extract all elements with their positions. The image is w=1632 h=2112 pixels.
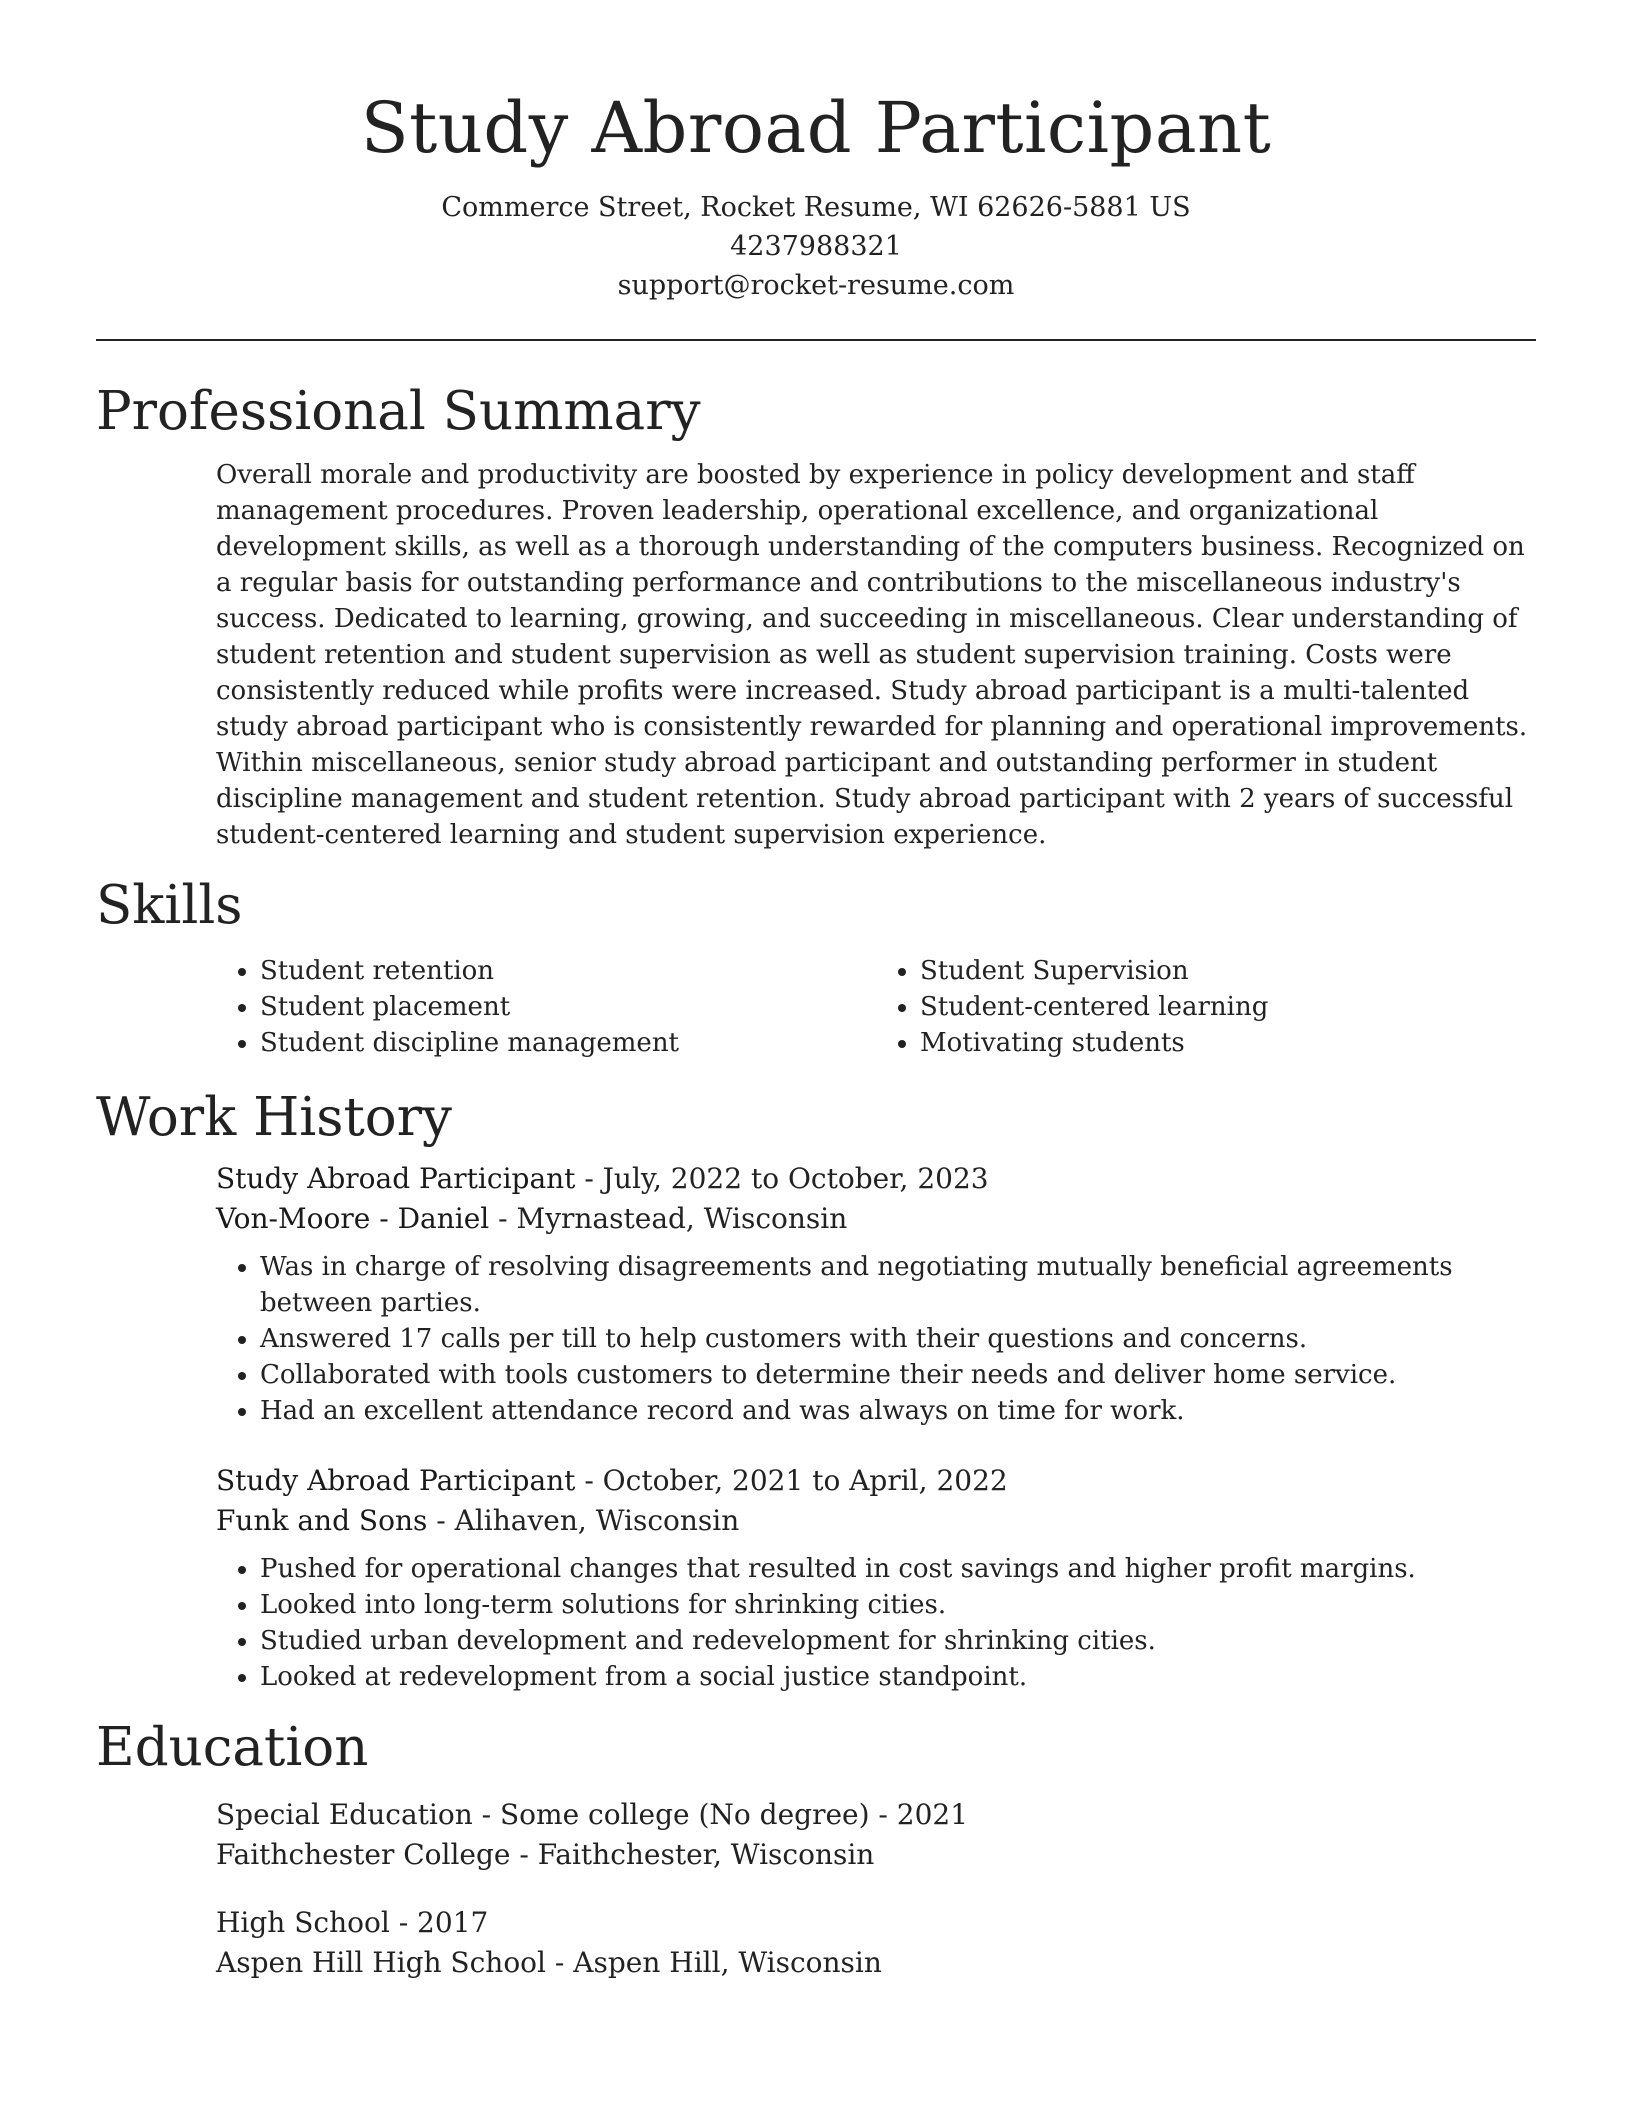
education-year: - 2017 (389, 1906, 489, 1939)
contact-address: Commerce Street, Rocket Resume, WI 62626-5881 US (441, 192, 1191, 223)
skill-item: • Student discipline management (260, 1025, 876, 1061)
job-bullet: • Studied urban development and redevelopment for shrinking cities. (260, 1623, 1550, 1659)
job-bullets (216, 1551, 1550, 1695)
education-degree-line (216, 1903, 1536, 1943)
skills-list (216, 953, 1536, 1061)
education-degree: High School (216, 1906, 390, 1939)
skills-column-left (216, 953, 876, 1061)
skill-item: • Motivating students (920, 1025, 1536, 1061)
job-company: Von-Moore - Daniel (216, 1202, 490, 1235)
resume-page (96, 0, 1536, 1983)
job-entry (216, 1159, 1536, 1429)
job-bullet: • Collaborated with tools customers to determine their needs and deliver home service. (260, 1357, 1550, 1393)
education-degree-line (216, 1795, 1536, 1835)
resume-name: Study Abroad Participant (360, 87, 1272, 169)
skill-item: • Student-centered learning (920, 989, 1536, 1025)
skills-heading: Skills (96, 875, 243, 936)
skills-column-right (876, 953, 1536, 1061)
job-company-line (216, 1199, 1536, 1239)
education-school: Aspen Hill High School (216, 1946, 546, 1979)
job-company: Funk and Sons (216, 1504, 428, 1537)
job-bullets (216, 1249, 1550, 1429)
education-year: - 2021 (869, 1798, 969, 1831)
header-divider (96, 339, 1536, 341)
education-degree: Special Education - Some college (No degree) (216, 1798, 870, 1831)
skill-item: • Student placement (260, 989, 876, 1025)
job-entry (216, 1461, 1536, 1695)
job-bullet: • Was in charge of resolving disagreements and negotiating mutually beneficial agreements between parties. (260, 1249, 1550, 1321)
contact-phone: 4237988321 (730, 231, 902, 262)
job-position: Study Abroad Participant (216, 1464, 576, 1497)
summary-text: Overall morale and productivity are boosted by experience in policy development and staff management procedures. Proven leadership, operational excellence, and organizational development skills, as well as a thorough understanding of the computers business. Recognized on a regular basis for outstanding performance and contributions to the miscellaneous industry's success. Dedicated to learning, growing, and succeeding in miscellaneous. Clear understanding of student retention and student supervision as well as student supervision training. Costs were consistently reduced while profits were increased. Study abroad participant is a multi-talented study abroad participant who is consistently rewarded for planning and operational improvements. Within miscellaneous, senior study abroad participant and outstanding performer in student discipline management and student retention. Study abroad participant with 2 years of successful student-centered learning and student supervision experience. (216, 460, 1528, 850)
job-location: - Myrnastead, Wisconsin (489, 1202, 848, 1235)
education-school-line (216, 1943, 1536, 1983)
job-dates: - July, 2022 to October, 2023 (575, 1162, 989, 1195)
job-position: Study Abroad Participant (216, 1162, 576, 1195)
job-bullet: • Looked into long-term solutions for shrinking cities. (260, 1587, 1550, 1623)
job-title-line (216, 1461, 1536, 1501)
job-dates: - October, 2021 to April, 2022 (575, 1464, 1008, 1497)
job-company-line (216, 1501, 1536, 1541)
skill-item: • Student Supervision (920, 953, 1536, 989)
education-school: Faithchester College (216, 1838, 511, 1871)
job-title-line (216, 1159, 1536, 1199)
contact-info (96, 188, 1536, 305)
education-location: - Aspen Hill, Wisconsin (546, 1946, 882, 1979)
education-entry (216, 1903, 1536, 1983)
skill-item: • Student retention (260, 953, 876, 989)
education-heading: Education (96, 1717, 369, 1778)
summary-heading: Professional Summary (96, 381, 701, 442)
contact-email: support@rocket-resume.com (617, 270, 1015, 301)
job-location: - Alihaven, Wisconsin (427, 1504, 740, 1537)
job-bullet: • Pushed for operational changes that resulted in cost savings and higher profit margins. (260, 1551, 1550, 1587)
job-bullet: • Had an excellent attendance record and was always on time for work. (260, 1393, 1550, 1429)
education-school-line (216, 1835, 1536, 1875)
education-entry (216, 1795, 1536, 1875)
job-bullet: • Looked at redevelopment from a social justice standpoint. (260, 1659, 1550, 1695)
education-location: - Faithchester, Wisconsin (510, 1838, 875, 1871)
work-heading: Work History (96, 1087, 452, 1148)
job-bullet: • Answered 17 calls per till to help customers with their questions and concerns. (260, 1321, 1550, 1357)
